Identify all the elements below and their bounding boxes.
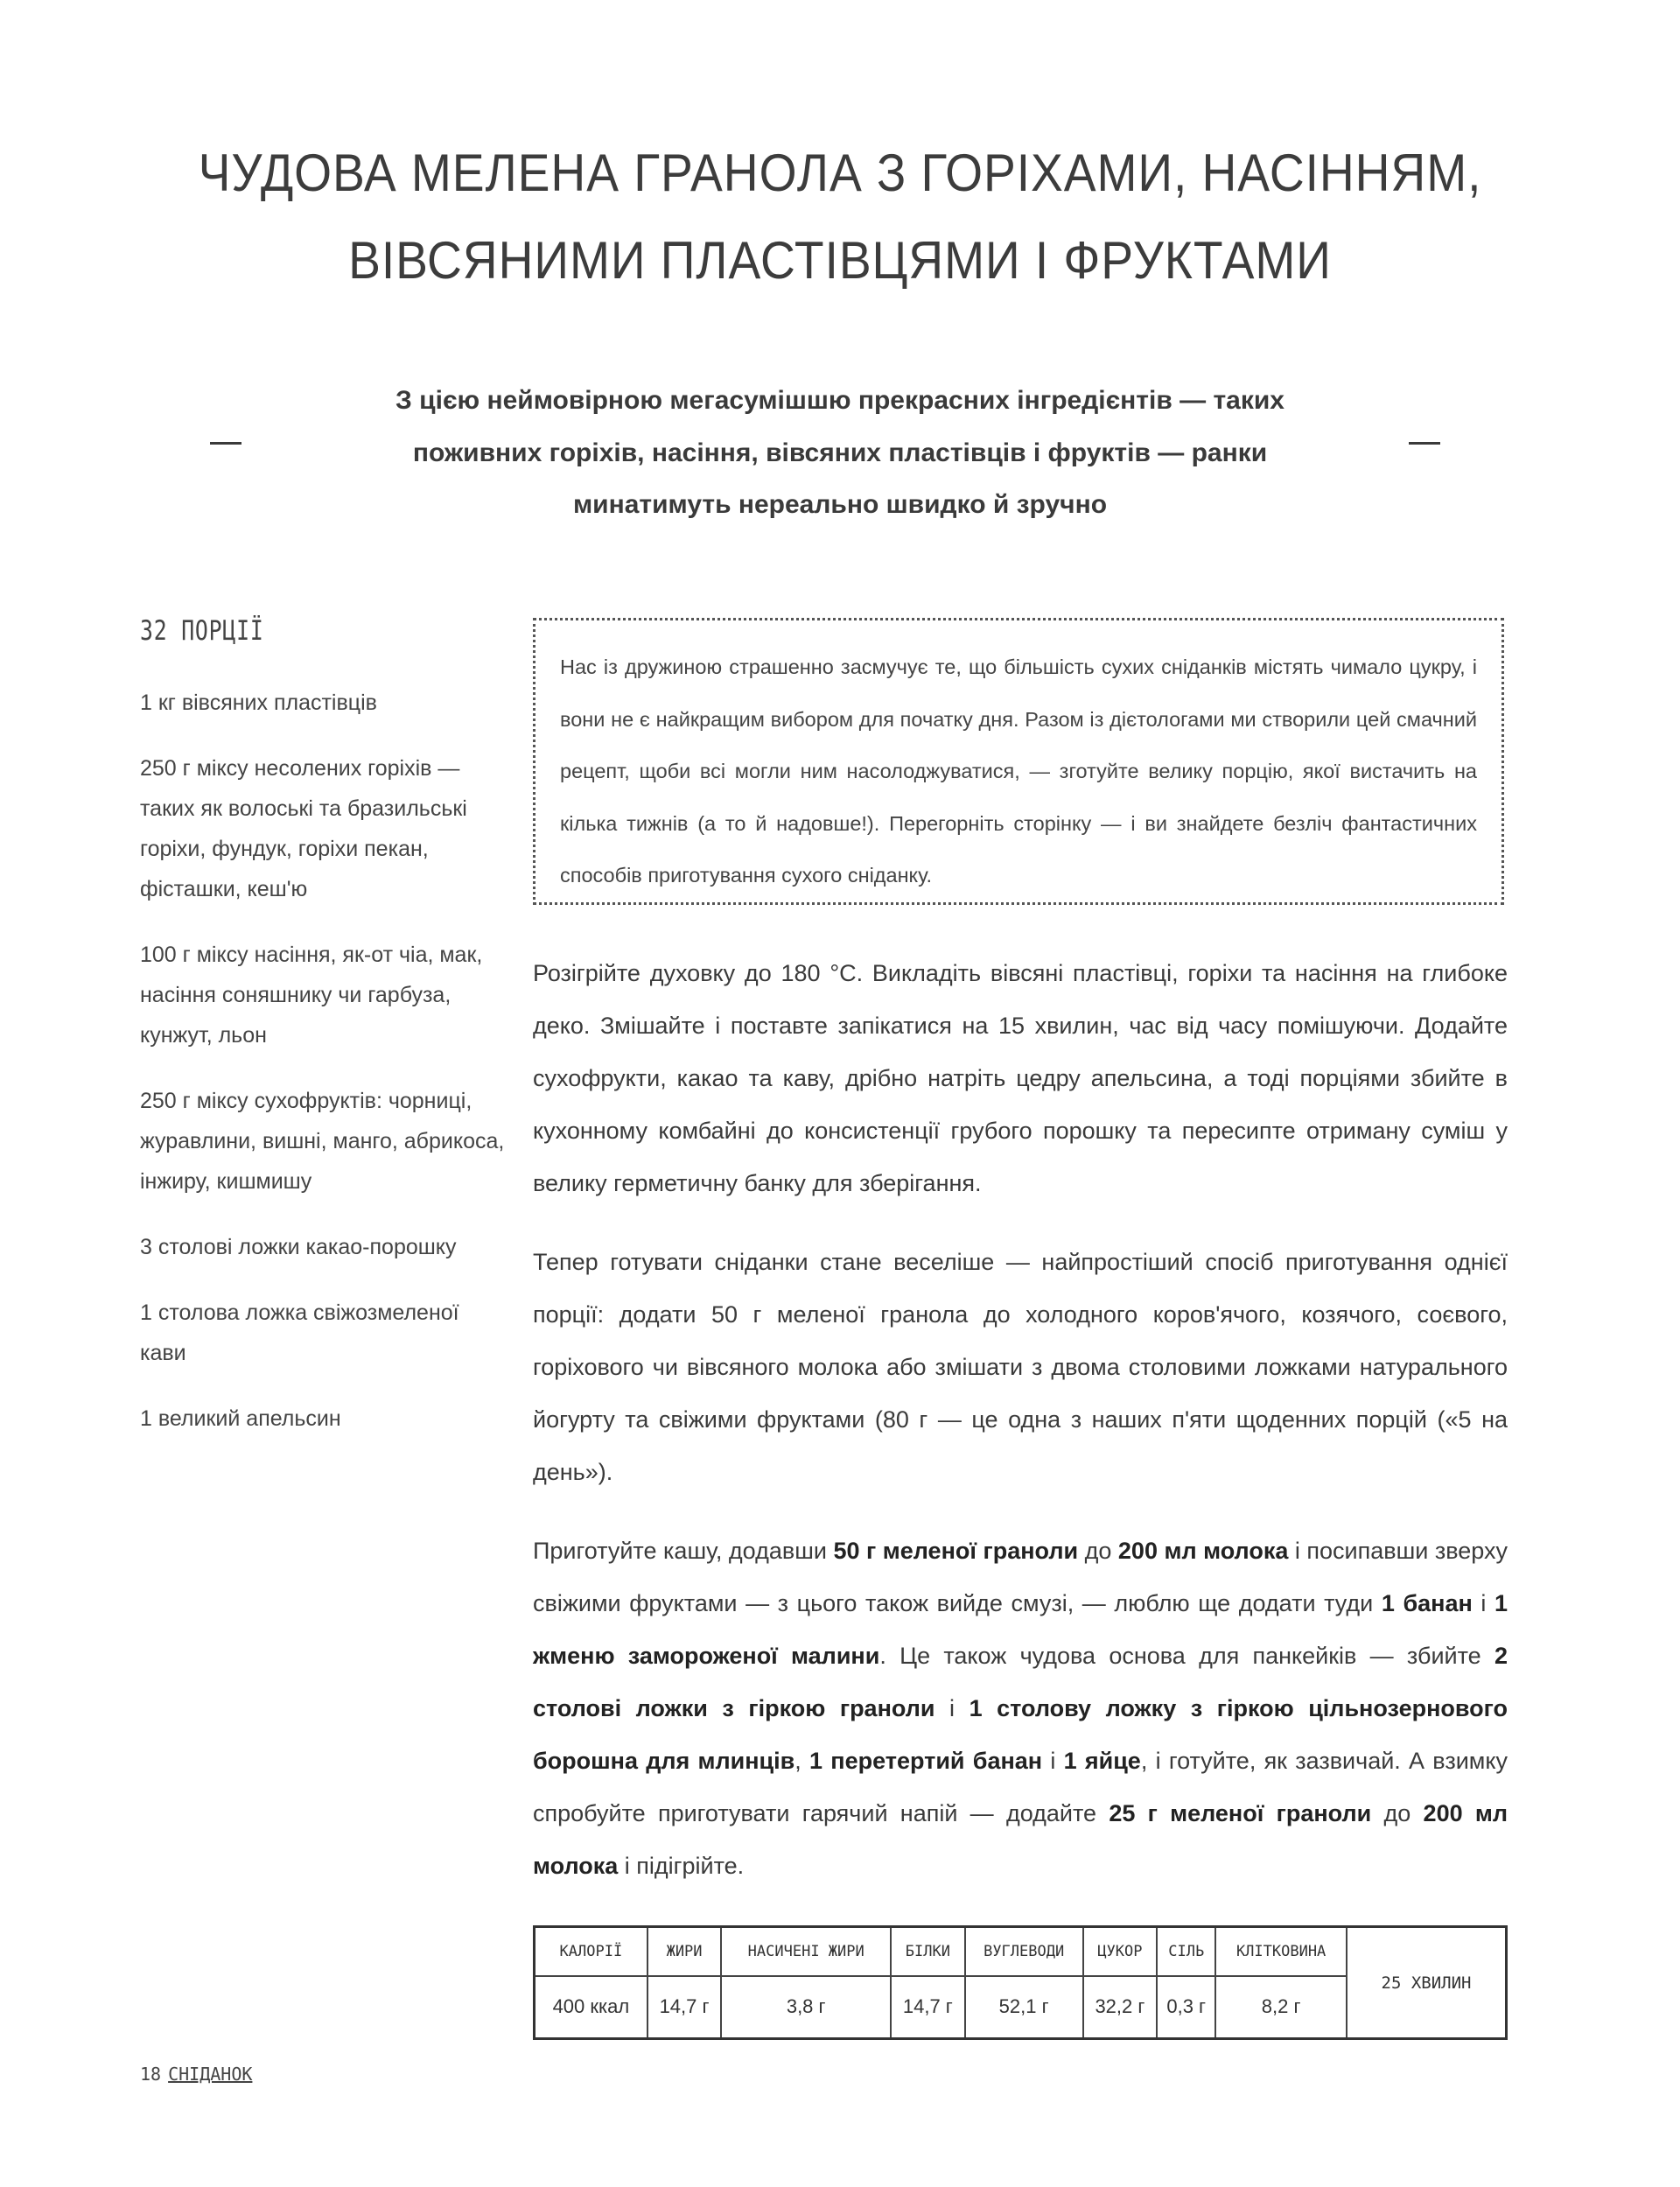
bold-quantity: 1 жменю замороженої малини [533,1590,1508,1669]
title-line: ВІВСЯНИМИ ПЛАСТІВЦЯМИ І ФРУКТАМИ [348,231,1332,290]
ingredient: 3 столові ложки какао-порошку [140,1235,457,1259]
text-run: Розігрійте духовку до 180 °C. Викладіть вівсяні пластівці, горіхи та насіння на глибоке деко. Змішайте і поставте запікатися на 15 хвилин, час від часу помішуючи. Додайте сухофрукти, какао та каву, дрібно натріть цедру апельсина, а тоді порціями збийте в кухонному комбайні до консистенції грубого порошку та пересипте отриману суміш у велику герметичну банку для зберігання. [533,960,1508,1196]
nutrition-value: 14,7 г [648,1976,722,2039]
bold-quantity: 1 банан [1381,1590,1473,1616]
intro-line: З цією неймовірною мегасумішшю прекрасних інгредієнтів — таких [396,386,1284,415]
method-paragraph [533,947,1508,1209]
bold-quantity: 200 мл молока [533,1800,1508,1879]
text-run: , і готуйте, як зазвичай. А взимку спробуйте приготувати гарячий напій — додайте [533,1748,1508,1826]
recipe-title [0,130,1680,305]
nutrition-header: КЛІТКОВИНА [1215,1927,1347,1976]
text-run: , [794,1748,809,1774]
text-run: і [934,1695,970,1721]
method-paragraph [533,1236,1508,1498]
decorative-dash [1409,442,1440,445]
text-run: до [1078,1538,1118,1564]
nutrition-header-row [535,1927,1507,1976]
servings: 32 ПОРЦІЇ [140,615,264,647]
nutrition-value: 32,2 г [1083,1976,1158,2039]
page-footer [140,2064,252,2085]
bold-quantity: 2 столові ложки з гіркою граноли [533,1643,1508,1721]
ingredient: 250 г міксу несолених горіхів — таких як волоські та бразильські горіхи, фундук, горіхи пекан, фісташки, кеш'ю [140,756,467,901]
text-run: і підігрійте. [618,1853,745,1879]
bold-quantity: 50 г меленої граноли [833,1538,1079,1564]
ingredient: 100 г міксу насіння, як-от чіа, мак, насіння соняшнику чи гарбуза, кунжут, льон [140,943,483,1048]
section-name: СНІДАНОК [168,2064,253,2085]
nutrition-value: 400 ккал [535,1976,648,2039]
text-run: і посипавши зверху свіжими фруктами — з цього також вийде смузі, — люблю ще додати туди [533,1538,1508,1616]
text-run: до [1371,1800,1424,1826]
ingredient-list [140,683,508,1464]
cooking-time: 25 ХВИЛИН [1347,1927,1507,2039]
nutrition-value: 14,7 г [891,1976,965,2039]
author-note: Нас із дружиною страшенно засмучує те, що більшість сухих сніданків містять чимало цукру, і вони не є найкращим вибором для початку дня. Разом із дієтологами ми створили цей смачний рецепт, щоби всі могли ним насолоджуватися, — зготуйте велику порцію, якої вистачить на кілька тижнів (а то й надовше!). Перегорніть сторінку — і ви знайдете безліч фантастичних способів приготування сухого сніданку. [533,618,1504,905]
ingredient: 1 кг вівсяних пластівців [140,690,377,715]
nutrition-value: 3,8 г [721,1976,891,2039]
intro-line: минатимуть нереально швидко й зручно [572,490,1108,519]
decorative-dash [210,442,242,445]
nutrition-header: СІЛЬ [1157,1927,1215,1976]
nutrition-header: КАЛОРІЇ [535,1927,648,1976]
text-run: . Це також чудова основа для панкейків — збийте [879,1643,1494,1669]
bold-quantity: 1 перетертий банан [809,1748,1043,1774]
nutrition-table [533,1925,1508,2040]
ingredient: 250 г міксу сухофруктів: чорниці, журавлини, вишні, манго, абрикоса, інжиру, кишмишу [140,1089,505,1194]
method-paragraph [533,1525,1508,1892]
intro-line: поживних горіхів, насіння, вівсяних пластівців і фруктів — ранки [412,438,1268,467]
ingredient: 1 великий апельсин [140,1406,341,1431]
text-run: і [1042,1748,1064,1774]
bold-quantity: 1 столову ложку з гіркою цільнозернового борошна для млинців [533,1695,1508,1774]
text-run: і [1472,1590,1494,1616]
recipe-intro [289,375,1391,531]
method [533,947,1508,1918]
nutrition-header: ЖИРИ [648,1927,722,1976]
page-number: 18 [140,2064,162,2085]
text-run: Приготуйте кашу, додавши [533,1538,834,1564]
ingredient: 1 столова ложка свіжозмеленої кави [140,1300,459,1365]
bold-quantity: 200 мл молока [1117,1538,1289,1564]
nutrition-value: 8,2 г [1215,1976,1347,2039]
nutrition-value: 0,3 г [1157,1976,1215,2039]
nutrition-header: ЦУКОР [1083,1927,1158,1976]
bold-quantity: 1 яйце [1063,1748,1141,1774]
bold-quantity: 25 г меленої граноли [1109,1800,1372,1826]
title-line: ЧУДОВА МЕЛЕНА ГРАНОЛА З ГОРІХАМИ, НАСІННЯМ, [198,144,1482,202]
text-run: Тепер готувати сніданки стане веселіше — найпростіший спосіб приготування однієї порції: додати 50 г меленої гранола до холодного коров'ячого, козячого, соєвого, горіхового чи вівсяного молока або змішати з двома столовими ложками натурального йогурту та свіжими фруктами (80 г — це одна з наших п'яти щоденних порцій («5 на день»). [533,1249,1508,1485]
nutrition-header: ВУГЛЕВОДИ [965,1927,1083,1976]
nutrition-value: 52,1 г [965,1976,1083,2039]
nutrition-header: НАСИЧЕНІ ЖИРИ [721,1927,891,1976]
nutrition-header: БІЛКИ [891,1927,965,1976]
